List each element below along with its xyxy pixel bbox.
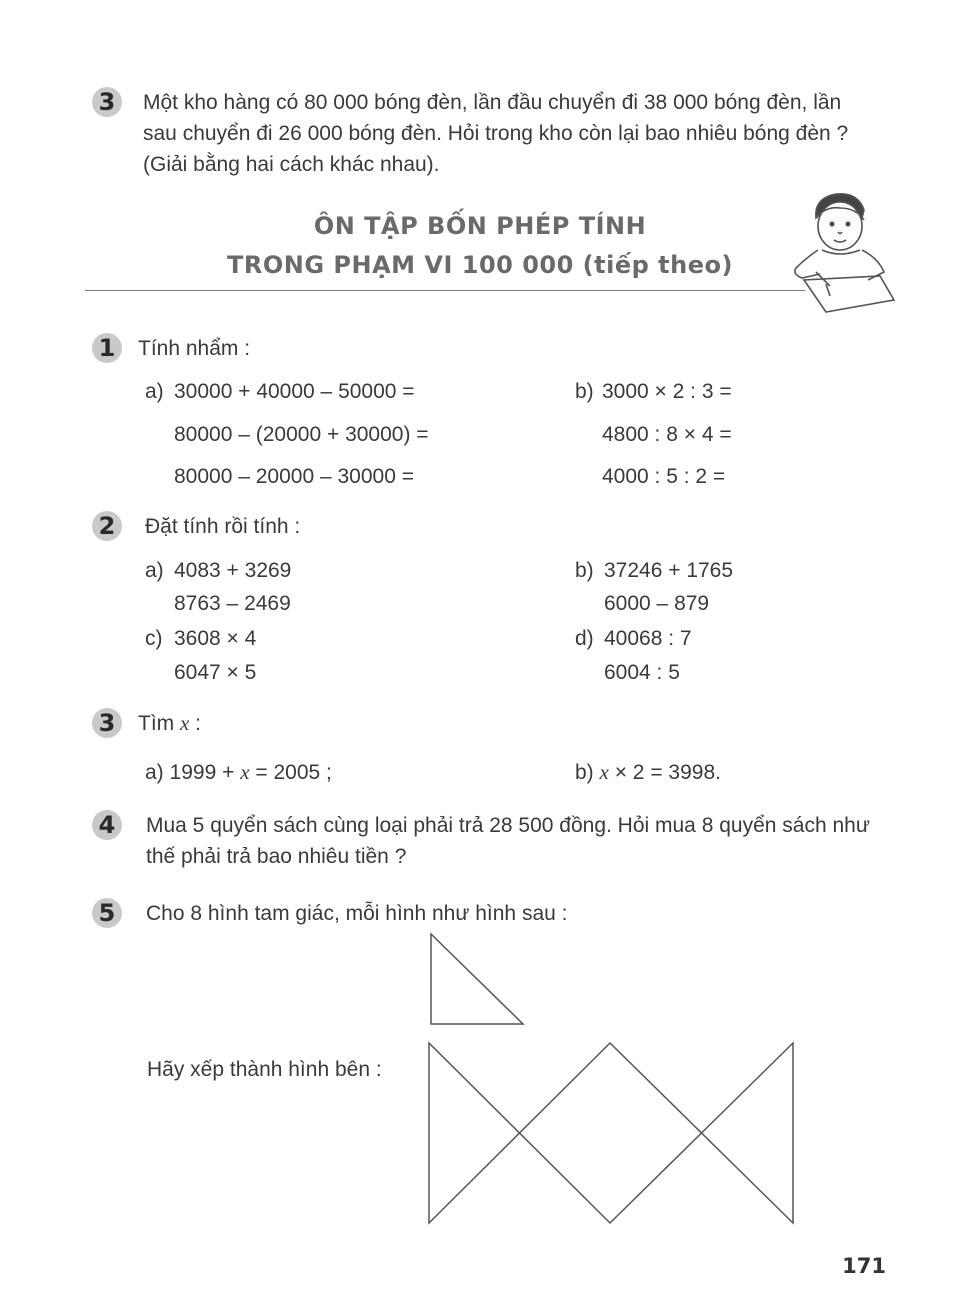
header-divider [85, 290, 805, 291]
ex1-a-label: a) [145, 380, 164, 403]
ex3-a-label: a) [145, 761, 164, 784]
ex3-a-post: = 2005 ; [255, 761, 332, 784]
lesson-title-line-2: TRONG PHẠM VI 100 000 (tiếp theo) [227, 251, 733, 279]
ex2-c-line-2: 6047 × 5 [174, 661, 257, 684]
ex1-a-line-1: 30000 + 40000 – 50000 = [174, 380, 415, 403]
prev-problem-line-2: sau chuyển đi 26 000 bóng đèn. Hỏi trong kho còn lại bao nhiêu bóng đèn ? [143, 122, 849, 145]
ex1-a-line-2: 80000 – (20000 + 30000) = [174, 423, 429, 446]
ex5-number-badge: 5 [92, 898, 122, 928]
ex2-number-badge: 2 [92, 511, 122, 541]
ex4-line-1: Mua 5 quyển sách cùng loại phải trả 28 500 đồng. Hỏi mua 8 quyển sách như [146, 814, 870, 837]
boy-writing-illustration [786, 188, 896, 318]
ex3-b [575, 757, 721, 788]
ex5-title: Cho 8 hình tam giác, mỗi hình như hình sau : [146, 902, 568, 925]
ex4-line-2: thế phải trả bao nhiêu tiền ? [146, 845, 407, 868]
ex3-a-pre: 1999 + [169, 761, 235, 784]
ex2-a-line-1: 4083 + 3269 [174, 559, 292, 582]
ex2-d-line-2: 6004 : 5 [604, 661, 680, 684]
ex1-number-badge: 1 [92, 333, 122, 363]
ex2-b-line-1: 37246 + 1765 [604, 559, 734, 582]
ex3-b-post: × 2 = 3998. [614, 761, 721, 784]
ex1-b-label: b) [575, 380, 594, 403]
ex3-number-badge: 3 [92, 708, 122, 738]
ex2-title: Đặt tính rồi tính : [145, 515, 301, 538]
ex3-title [138, 708, 201, 739]
ex2-a-line-2: 8763 – 2469 [174, 592, 291, 615]
single-right-triangle [425, 928, 530, 1028]
ex3-title-suffix: : [195, 712, 202, 735]
ex2-c-line-1: 3608 × 4 [174, 627, 257, 650]
ex1-b-line-2: 4800 : 8 × 4 = [602, 423, 732, 446]
page-number: 171 [842, 1254, 886, 1278]
ex1-b-line-1: 3000 × 2 : 3 = [602, 380, 732, 403]
ex3-b-label: b) [575, 761, 594, 784]
bowtie-arrangement-figure [420, 1035, 805, 1230]
lesson-title-line-1: ÔN TẬP BỐN PHÉP TÍNH [313, 212, 647, 240]
ex3-title-prefix: Tìm [138, 712, 175, 735]
ex2-a-label: a) [145, 559, 164, 582]
ex2-d-label: d) [575, 627, 594, 650]
ex2-d-line-1: 40068 : 7 [604, 627, 692, 650]
ex4-number-badge: 4 [92, 810, 122, 840]
ex2-c-label: c) [145, 627, 163, 650]
ex2-b-label: b) [575, 559, 594, 582]
ex3-b-var: x [599, 760, 609, 784]
ex5-arrange-text: Hãy xếp thành hình bên : [147, 1058, 382, 1081]
prev-problem-line-1: Một kho hàng có 80 000 bóng đèn, lần đầu chuyển đi 38 000 bóng đèn, lần [143, 91, 842, 114]
ex3-title-var: x [180, 711, 190, 735]
prev-problem-line-3: (Giải bằng hai cách khác nhau). [143, 153, 440, 176]
ex3-a-var: x [240, 760, 250, 784]
ex1-title: Tính nhẩm : [138, 337, 251, 360]
prev-problem-number-badge: 3 [92, 87, 122, 117]
ex1-a-line-3: 80000 – 20000 – 30000 = [174, 465, 414, 488]
ex1-b-line-3: 4000 : 5 : 2 = [602, 465, 726, 488]
ex2-b-line-2: 6000 – 879 [604, 592, 710, 615]
ex3-a [145, 757, 332, 788]
